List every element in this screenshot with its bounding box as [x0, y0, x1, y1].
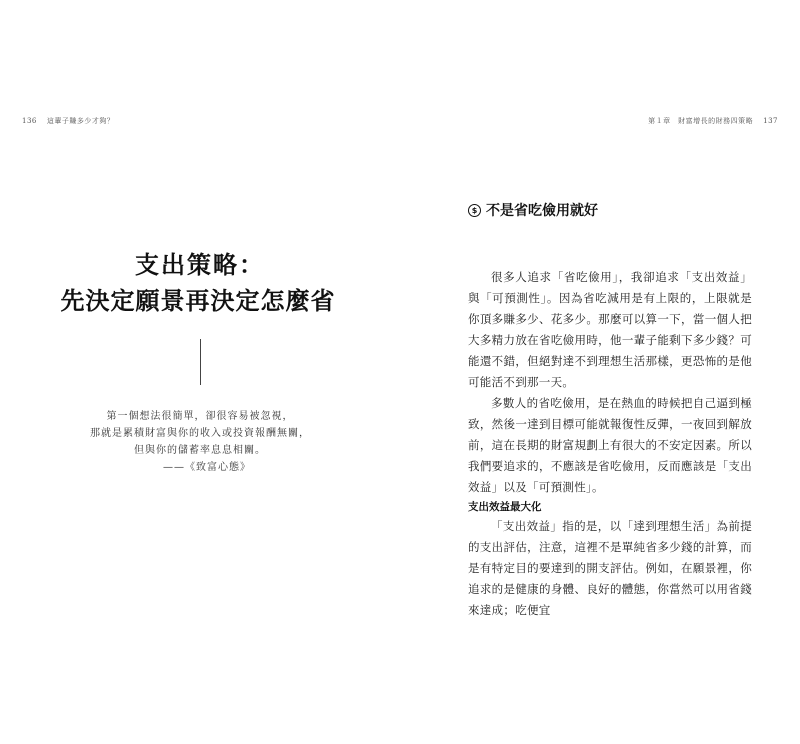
left-page-number: 136: [22, 117, 37, 125]
left-running-head: [22, 116, 114, 126]
right-page-number: 137: [763, 117, 778, 125]
quote-source: ——《致富心態》: [163, 462, 251, 473]
body-paragraph: 多數人的省吃儉用，是在熱血的時候把自己逼到極致，然後一達到目標可能就報復性反彈，一夜回到解放前，這在長期的財富規劃上有很大的不安定因素。所以我們要追求的，不應該是省吃儉用，反而應該是「支出效益」以及「可預測性」。: [468, 396, 752, 494]
subheading: 支出效益最大化: [468, 501, 542, 513]
vertical-divider: [200, 339, 201, 385]
right-chapter-label: 第１章 財富增長的財務四策略: [648, 117, 754, 125]
chapter-title: [0, 247, 400, 319]
quote-line: 那就是累積財富與你的收入或投資報酬無關，: [90, 428, 310, 439]
section-heading-text: 不是省吃儉用就好: [486, 203, 598, 219]
quote-line: 但與你的儲蓄率息息相關。: [134, 445, 266, 456]
dollar-circle-icon: $: [468, 204, 481, 217]
section-heading: [468, 200, 598, 220]
left-running-title: 這輩子賺多少才夠？: [46, 117, 115, 125]
right-running-head: [648, 116, 778, 126]
body-paragraph: 「支出效益」指的是，以「達到理想生活」為前提的支出評估，注意，這裡不是單純省多少錢的計算，而是有特定目的要達到的開支評估。例如，在願景裡，你追求的是健康的身體、良好的體態，你當然可以用省錢來達成；吃便宜: [468, 519, 752, 617]
body-text-block: [468, 267, 752, 498]
quote-line: 第一個想法很簡單，卻很容易被忽視，: [106, 411, 294, 422]
epigraph-quote: [60, 408, 340, 476]
right-page: [400, 0, 800, 744]
body-text-block-2: [468, 516, 752, 621]
chapter-title-line2: 先決定願景再決定怎麼省: [60, 286, 336, 315]
chapter-title-line1: 支出策略：: [135, 250, 265, 279]
body-paragraph: 很多人追求「省吃儉用」，我卻追求「支出效益」與「可預測性」。因為省吃減用是有上限的，上限就是你頂多賺多少、花多少。那麼可以算一下，當一個人把大多精力放在省吃儉用時，他一輩子能剩下多少錢？可能還不錯，但絕對達不到理想生活那樣，更恐怖的是他可能活不到那一天。: [468, 270, 752, 389]
